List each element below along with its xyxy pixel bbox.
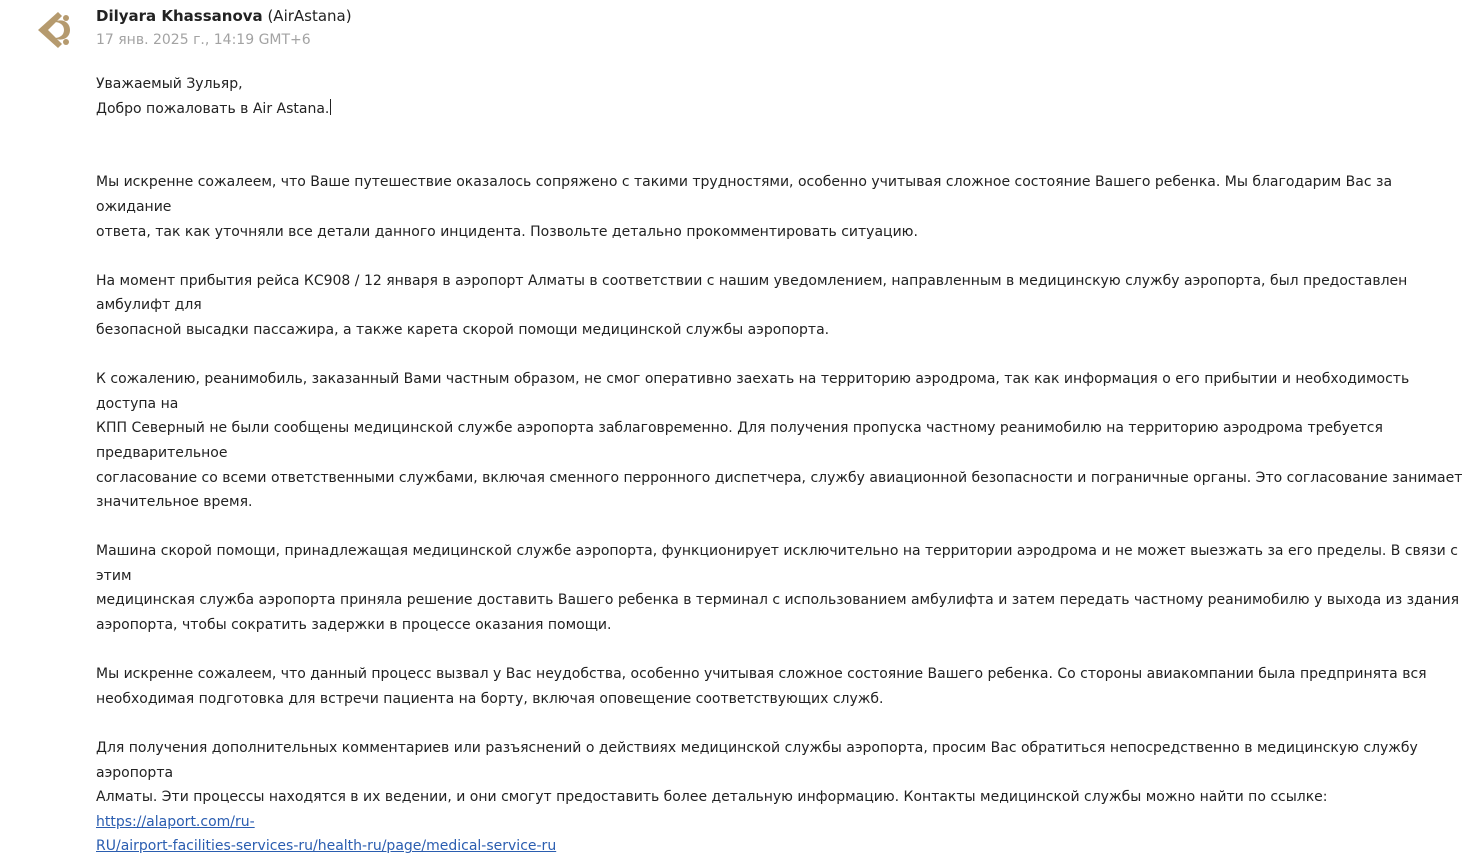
text-cursor <box>330 99 331 115</box>
paragraph-line: КПП Северный не были сообщены медицинской службе аэропорта заблаговременно. Для получения пропуска частному реанимобилю на территорию аэродрома требуется предварительное <box>96 420 1383 461</box>
welcome-line <box>96 97 1466 122</box>
welcome-text: Добро пожаловать в Air Astana. <box>96 100 330 117</box>
paragraph-line: Мы искренне сожалеем, что Ваше путешествие оказалось сопряжено с такими трудностями, особенно учитывая сложное состояние Вашего ребенка. Мы благодарим Вас за ожидание <box>96 174 1393 215</box>
paragraph-line-with-link <box>96 785 1466 834</box>
paragraph-line: аэропорта, чтобы сократить задержки в процессе оказания помощи. <box>96 617 612 634</box>
message-body <box>96 72 1466 859</box>
message-header <box>96 6 352 49</box>
paragraph-line: Для получения дополнительных комментариев или разъяснений о действиях медицинской службы аэропорта, просим Вас обратиться непосредственно в медицинскую службу аэропорта <box>96 740 1418 781</box>
paragraph-line: значительное время. <box>96 494 253 511</box>
air-astana-logo-icon <box>36 8 76 52</box>
paragraph-text: Алматы. Эти процессы находятся в их ведении, и они смогут предоставить более детальную информацию. Контакты медицинской службы можно найти по ссылке: <box>96 789 1328 806</box>
sender-name[interactable]: Dilyara Khassanova <box>96 7 263 25</box>
paragraph-line: Машина скорой помощи, принадлежащая медицинской службе аэропорта, функционирует исключительно на территории аэродрома и не может выезжать за его пределы. В связи с этим <box>96 543 1458 584</box>
paragraph-line: ответа, так как уточняли все детали данного инцидента. Позвольте детально прокомментировать ситуацию. <box>96 223 918 240</box>
sender-org: (AirAstana) <box>267 7 352 25</box>
link-continuation-line <box>96 834 1466 859</box>
sender-line <box>96 6 352 26</box>
message-date: 17 янв. 2025 г., 14:19 GMT+6 <box>96 32 311 48</box>
paragraph-line: согласование со всеми ответственными службами, включая сменного перронного диспетчера, службу авиационной безопасности и пограничные органы. Это согласование занимает <box>96 469 1463 486</box>
paragraph-line: Мы искренне сожалеем, что данный процесс вызвал у Вас неудобства, особенно учитывая сложное состояние Вашего ребенка. Со стороны авиакомпании была предпринята вся <box>96 666 1427 683</box>
greeting-line: Уважаемый Зульяр, <box>96 76 243 92</box>
medical-service-link[interactable]: https://alaport.com/ru- <box>96 813 255 830</box>
paragraph-line: безопасной высадки пассажира, а также карета скорой помощи медицинской службы аэропорта. <box>96 321 830 338</box>
paragraph-line: На момент прибытия рейса КС908 / 12 января в аэропорт Алматы в соответствии с нашим уведомлением, направленным в медицинскую службу аэропорта, был предоставлен амбулифт для <box>96 272 1408 314</box>
paragraph-line: необходимая подготовка для встречи пациента на борту, включая оповещение соответствующих служб. <box>96 690 884 707</box>
paragraph-line: медицинская служба аэропорта приняла решение доставить Вашего ребенка в терминал с использованием амбулифта и затем передать частному реанимобилю у выхода из здания <box>96 592 1460 609</box>
paragraph-line: К сожалению, реанимобиль, заказанный Вами частным образом, не смог оперативно заехать на территорию аэродрома, так как информация о его прибытии и необходимость доступа на <box>96 371 1410 412</box>
medical-service-link-continued[interactable]: RU/airport-facilities-services-ru/health-ru/page/medical-service-ru <box>96 838 557 855</box>
